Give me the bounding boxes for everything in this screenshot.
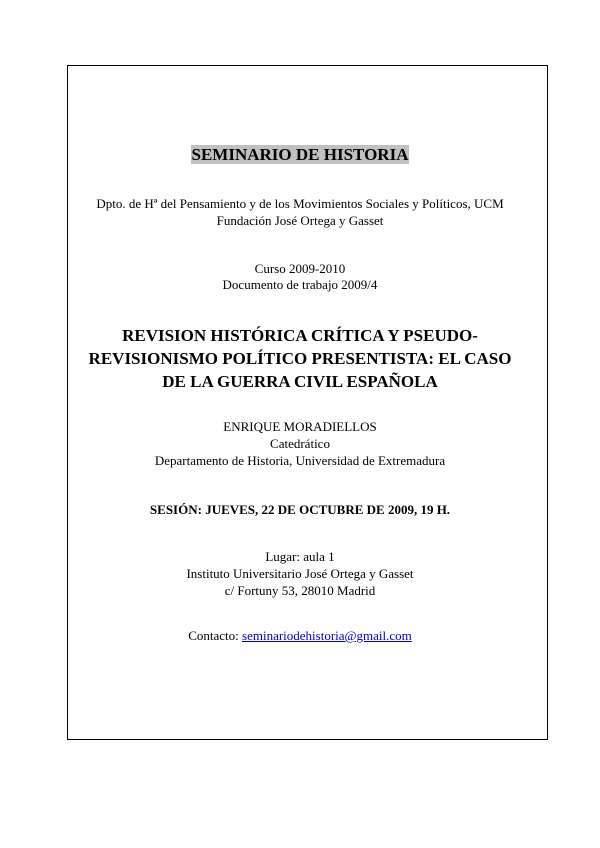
document-title-line-2: REVISIONISMO POLÍTICO PRESENTISTA: EL CASO [88,349,512,368]
author-affiliation: Departamento de Historia, Universidad de Extremadura [154,453,446,468]
course-year: Curso 2009-2010 [254,261,346,276]
department-line: Dpto. de Hª del Pensamiento y de los Movimientos Sociales y Políticos, UCM [96,196,504,211]
working-paper-number: Documento de trabajo 2009/4 [222,277,378,292]
contact-label: Contacto: [188,628,239,643]
venue-place: Lugar: aula 1 [265,549,335,564]
session-datetime: SESIÓN: JUEVES, 22 DE OCTUBRE DE 2009, 19 H. [149,502,451,517]
document-title-line-3: DE LA GUERRA CIVIL ESPAÑOLA [162,372,438,391]
venue-institute: Instituto Universitario José Ortega y Gasset [186,566,414,581]
contact-line [0,627,600,644]
author-name: ENRIQUE MORADIELLOS [223,419,377,434]
foundation-line: Fundación José Ortega y Gasset [216,213,384,228]
seminar-title-highlight: SEMINARIO DE HISTORIA [191,145,409,164]
author-position: Catedrático [270,436,330,451]
document-title-line-1: REVISION HISTÓRICA CRÍTICA Y PSEUDO- [122,326,478,345]
venue-address: c/ Fortuny 53, 28010 Madrid [224,583,376,598]
contact-email-link[interactable]: seminariodehistoria@gmail.com [242,628,412,643]
seminar-title [0,144,600,166]
